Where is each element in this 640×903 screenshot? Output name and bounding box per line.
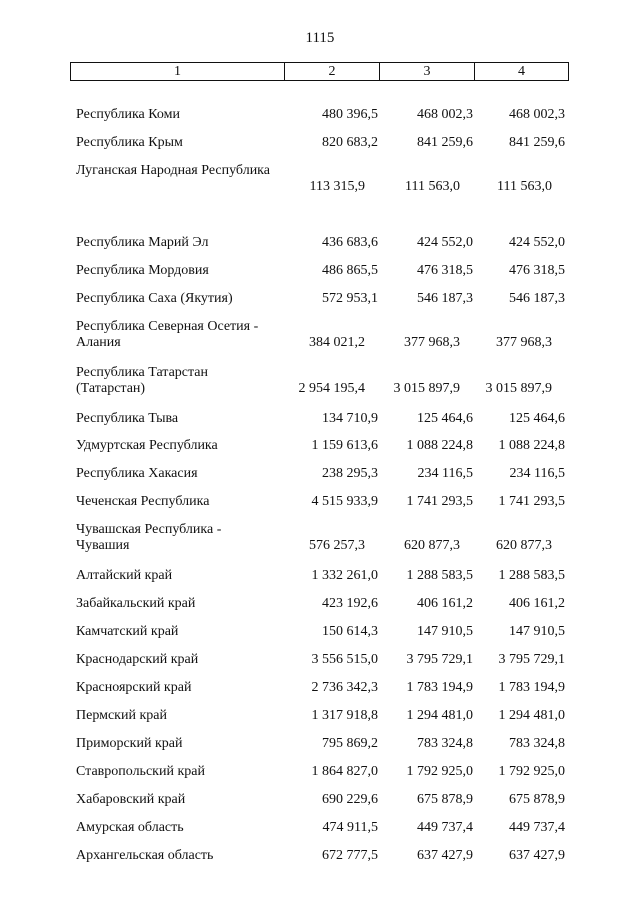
value-col-4: 3 015 897,9 [485, 381, 552, 396]
region-name: Республика Северная Осетия - Алания [76, 319, 259, 350]
value-col-3: 637 427,9 [417, 848, 473, 863]
value-col-2: 486 865,5 [322, 263, 378, 278]
page-number: 1115 [305, 30, 335, 46]
value-col-3: 476 318,5 [417, 263, 473, 278]
table-row [70, 820, 569, 836]
value-col-2: 436 683,6 [322, 235, 378, 250]
value-col-3: 783 324,8 [417, 736, 473, 751]
region-name: Краснодарский край [76, 652, 199, 667]
value-col-4: 546 187,3 [509, 291, 565, 306]
region-name: Удмуртская Республика [76, 438, 218, 453]
table-row [70, 235, 569, 251]
value-col-4: 406 161,2 [509, 596, 565, 611]
value-col-4: 1 783 194,9 [498, 680, 565, 695]
region-name: Республика Коми [76, 107, 180, 122]
table-row [70, 263, 569, 279]
region-name: Амурская область [76, 820, 184, 835]
value-col-2: 690 229,6 [322, 792, 378, 807]
value-col-4: 1 088 224,8 [498, 438, 565, 453]
value-col-2: 820 683,2 [322, 135, 378, 150]
region-name: Луганская Народная Республика [76, 163, 270, 178]
value-col-2: 3 556 515,0 [311, 652, 378, 667]
budget-table [70, 62, 569, 863]
value-col-2: 572 953,1 [322, 291, 378, 306]
table-row [70, 792, 569, 808]
table-row [70, 411, 569, 427]
value-col-3: 1 741 293,5 [406, 494, 473, 509]
table-row [70, 596, 569, 612]
table-row [70, 568, 569, 584]
value-col-3: 620 877,3 [404, 538, 460, 553]
value-col-3: 449 737,4 [417, 820, 473, 835]
region-name: Республика Саха (Якутия) [76, 291, 233, 306]
value-col-3: 1 294 481,0 [406, 708, 473, 723]
value-col-3: 1 288 583,5 [406, 568, 473, 583]
region-name: Камчатский край [76, 624, 179, 639]
table-row [70, 736, 569, 752]
table-row [70, 624, 569, 640]
region-name: Пермский край [76, 708, 167, 723]
value-col-3: 377 968,3 [404, 335, 460, 350]
value-col-3: 546 187,3 [417, 291, 473, 306]
region-name: Хабаровский край [76, 792, 186, 807]
value-col-2: 480 396,5 [322, 107, 378, 122]
value-col-4: 675 878,9 [509, 792, 565, 807]
table-row [70, 365, 569, 397]
table-row [70, 135, 569, 151]
value-col-3: 3 015 897,9 [393, 381, 460, 396]
value-col-4: 125 464,6 [509, 411, 565, 426]
table-row [70, 522, 569, 554]
table-row [70, 652, 569, 668]
value-col-2: 113 315,9 [309, 179, 365, 194]
value-col-3: 3 795 729,1 [406, 652, 473, 667]
value-col-2: 795 869,2 [322, 736, 378, 751]
region-name: Чувашская Республика - Чувашия [76, 522, 222, 553]
table-row [70, 680, 569, 696]
value-col-3: 468 002,3 [417, 107, 473, 122]
value-col-4: 476 318,5 [509, 263, 565, 278]
region-name: Республика Хакасия [76, 466, 198, 481]
value-col-3: 111 563,0 [405, 179, 460, 194]
value-col-3: 841 259,6 [417, 135, 473, 150]
value-col-4: 1 288 583,5 [498, 568, 565, 583]
value-col-2: 423 192,6 [322, 596, 378, 611]
value-col-2: 2 954 195,4 [298, 381, 365, 396]
value-col-2: 2 736 342,3 [311, 680, 378, 695]
column-header-3: 3 [379, 63, 474, 80]
region-name: Республика Марий Эл [76, 235, 209, 250]
value-col-3: 1 783 194,9 [406, 680, 473, 695]
value-col-4: 1 294 481,0 [498, 708, 565, 723]
value-col-4: 424 552,0 [509, 235, 565, 250]
value-col-4: 468 002,3 [509, 107, 565, 122]
table-row [70, 764, 569, 780]
value-col-2: 1 317 918,8 [311, 708, 378, 723]
value-col-2: 1 864 827,0 [311, 764, 378, 779]
region-name: Республика Татарстан (Татарстан) [76, 365, 209, 396]
region-name: Республика Тыва [76, 411, 179, 426]
table-row [70, 494, 569, 510]
column-header-2: 2 [284, 63, 379, 80]
value-col-2: 474 911,5 [322, 820, 378, 835]
region-name: Чеченская Республика [76, 494, 210, 509]
value-col-4: 377 968,3 [496, 335, 552, 350]
value-col-2: 1 159 613,6 [311, 438, 378, 453]
value-col-4: 620 877,3 [496, 538, 552, 553]
table-row [70, 163, 569, 195]
table-row [70, 319, 569, 351]
value-col-3: 1 088 224,8 [406, 438, 473, 453]
value-col-4: 3 795 729,1 [498, 652, 565, 667]
value-col-3: 1 792 925,0 [406, 764, 473, 779]
value-col-4: 234 116,5 [509, 466, 565, 481]
value-col-3: 147 910,5 [417, 624, 473, 639]
table-row [70, 466, 569, 482]
region-name: Ставропольский край [76, 764, 205, 779]
value-col-4: 1 741 293,5 [498, 494, 565, 509]
column-header-4: 4 [474, 63, 568, 80]
value-col-2: 4 515 933,9 [311, 494, 378, 509]
value-col-4: 111 563,0 [497, 179, 552, 194]
value-col-4: 147 910,5 [509, 624, 565, 639]
region-name: Красноярский край [76, 680, 192, 695]
value-col-4: 783 324,8 [509, 736, 565, 751]
value-col-2: 384 021,2 [309, 335, 365, 350]
region-name: Приморский край [76, 736, 183, 751]
table-row [70, 708, 569, 724]
value-col-4: 449 737,4 [509, 820, 565, 835]
table-row [70, 438, 569, 454]
region-name: Алтайский край [76, 568, 173, 583]
value-col-4: 1 792 925,0 [498, 764, 565, 779]
value-col-3: 424 552,0 [417, 235, 473, 250]
region-name: Республика Крым [76, 135, 183, 150]
column-header-1: 1 [174, 63, 181, 79]
table-header [70, 62, 569, 81]
table-row [70, 107, 569, 123]
value-col-2: 1 332 261,0 [311, 568, 378, 583]
value-col-3: 675 878,9 [417, 792, 473, 807]
value-col-2: 672 777,5 [322, 848, 378, 863]
table-row [70, 291, 569, 307]
value-col-2: 134 710,9 [322, 411, 378, 426]
region-name: Архангельская область [76, 848, 214, 863]
table-row [70, 848, 569, 864]
value-col-3: 234 116,5 [417, 466, 473, 481]
value-col-3: 406 161,2 [417, 596, 473, 611]
value-col-2: 150 614,3 [322, 624, 378, 639]
value-col-3: 125 464,6 [417, 411, 473, 426]
region-name: Республика Мордовия [76, 263, 209, 278]
value-col-4: 637 427,9 [509, 848, 565, 863]
value-col-4: 841 259,6 [509, 135, 565, 150]
value-col-2: 238 295,3 [322, 466, 378, 481]
value-col-2: 576 257,3 [309, 538, 365, 553]
region-name: Забайкальский край [76, 596, 196, 611]
